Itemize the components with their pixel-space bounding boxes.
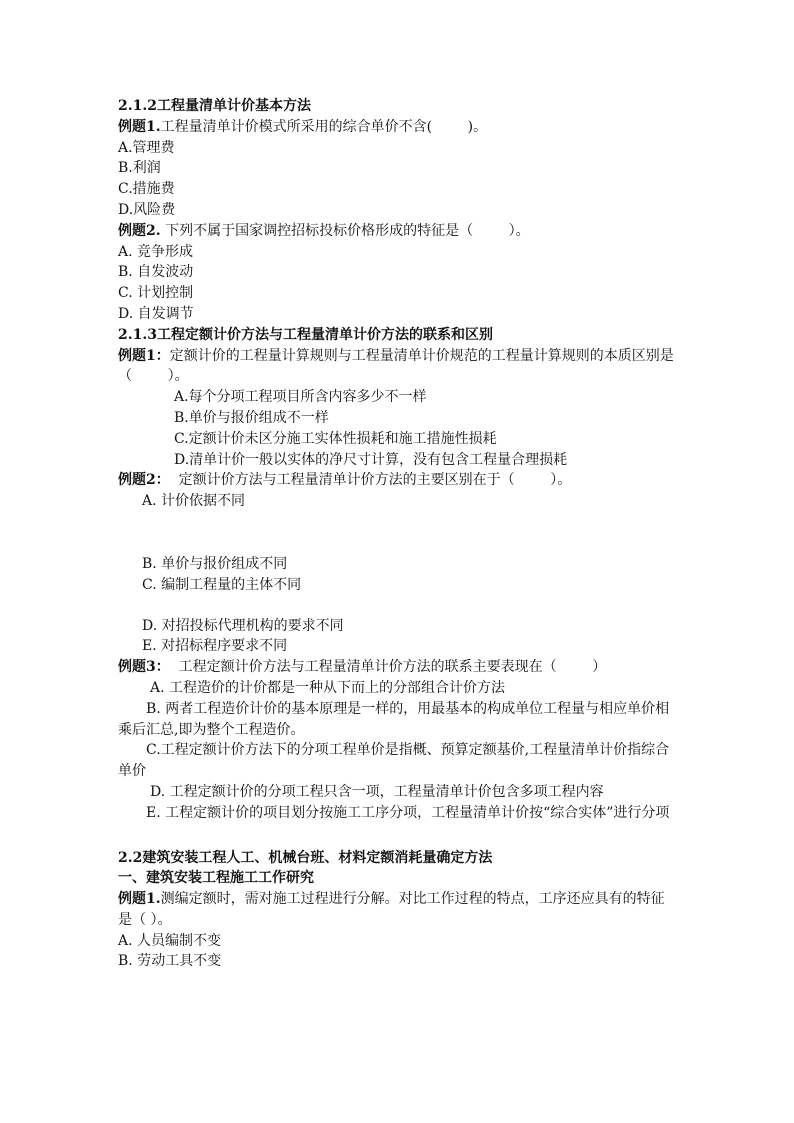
option-a: A.管理费: [118, 139, 175, 156]
question-label: 例题2.: [118, 222, 161, 239]
question-text: 工程定额计价方法与工程量清单计价方法的联系主要表现在（ ）: [169, 659, 607, 676]
option-a: A. 工程造价的计价都是一种从下而上的分部组合计价方法: [150, 679, 506, 696]
option-a: A. 人员编制不变: [118, 932, 222, 949]
question: [118, 657, 678, 678]
option-d: D.清单计价一般以实体的净尺寸计算，没有包含工程量合理损耗: [174, 451, 568, 468]
option-b: B. 单价与报价组成不同: [142, 555, 288, 572]
question: [118, 889, 678, 931]
option-e: E. 对招标程序要求不同: [142, 638, 288, 655]
option-b: B.单价与报价组成不一样: [174, 409, 329, 426]
question-text: 工程量清单计价模式所采用的综合单价不含( )。: [160, 118, 488, 135]
question-label: 例题1：: [118, 347, 170, 364]
question: [118, 346, 678, 388]
question-label: 例题1.: [118, 891, 161, 908]
option-b: B.利润: [118, 160, 161, 177]
option-c: C. 计划控制: [118, 285, 194, 302]
option-c: C. 编制工程量的主体不同: [142, 576, 302, 593]
section-2-1-3-title: 2.1.3工程定额计价方法与工程量清单计价方法的联系和区别: [118, 326, 493, 343]
option-d: D. 自发调节: [118, 305, 194, 322]
option-c: C.工程定额计价方法下的分项工程单价是指概、预算定额基价,工程量清单计价指综合单价: [118, 742, 670, 780]
question-label: 例题1.: [118, 118, 161, 135]
question-text: 定额计价方法与工程量清单计价方法的主要区别在于（ ）。: [169, 472, 572, 489]
option-c: C.措施费: [118, 181, 175, 198]
section-2-1-2-title: 2.1.2工程量清单计价基本方法: [118, 98, 311, 114]
document-page: [118, 96, 678, 972]
question: [118, 117, 678, 138]
option-b: B. 自发波动: [118, 264, 194, 281]
question-text: 下列不属于国家调控招标投标价格形成的特征是（ ）。: [160, 222, 530, 239]
option-a: A. 计价依据不同: [142, 493, 246, 510]
option-d: D. 工程定额计价的分项工程只含一项，工程量清单计价包含多项工程内容: [150, 783, 604, 800]
option-e: E. 工程定额计价的项目划分按施工工序分项，工程量清单计价按“综合实体”进行分项: [146, 804, 670, 821]
question-text: 定额计价的工程量计算规则与工程量清单计价规范的工程量计算规则的本质区别是（ ）。: [118, 347, 674, 385]
question-label: 例题3：: [118, 659, 170, 676]
option-d: D. 对招投标代理机构的要求不同: [142, 617, 344, 634]
question: [118, 221, 678, 242]
option-a: A.每个分项工程项目所含内容多少不一样: [174, 389, 427, 406]
option-b: B. 劳动工具不变: [118, 953, 222, 970]
section-2-2-title: 2.2建筑安装工程人工、机械台班、材料定额消耗量确定方法: [118, 849, 493, 866]
option-b: B. 两者工程造价计价的基本原理是一样的，用最基本的构成单位工程量与相应单价相乘后汇总,即为整个工程造价。: [118, 700, 670, 738]
option-d: D.风险费: [118, 201, 176, 218]
option-a: A. 竞争形成: [118, 243, 194, 260]
question: [118, 470, 678, 491]
option-c: C.定额计价未区分施工实体性损耗和施工措施性损耗: [174, 430, 497, 447]
question-text: 测编定额时，需对施工过程进行分解。对比工作过程的特点，工序还应具有的特征是（ ）。: [118, 891, 665, 928]
section-2-2-subtitle: 一、建筑安装工程施工工作研究: [118, 870, 314, 887]
question-label: 例题2：: [118, 472, 170, 489]
